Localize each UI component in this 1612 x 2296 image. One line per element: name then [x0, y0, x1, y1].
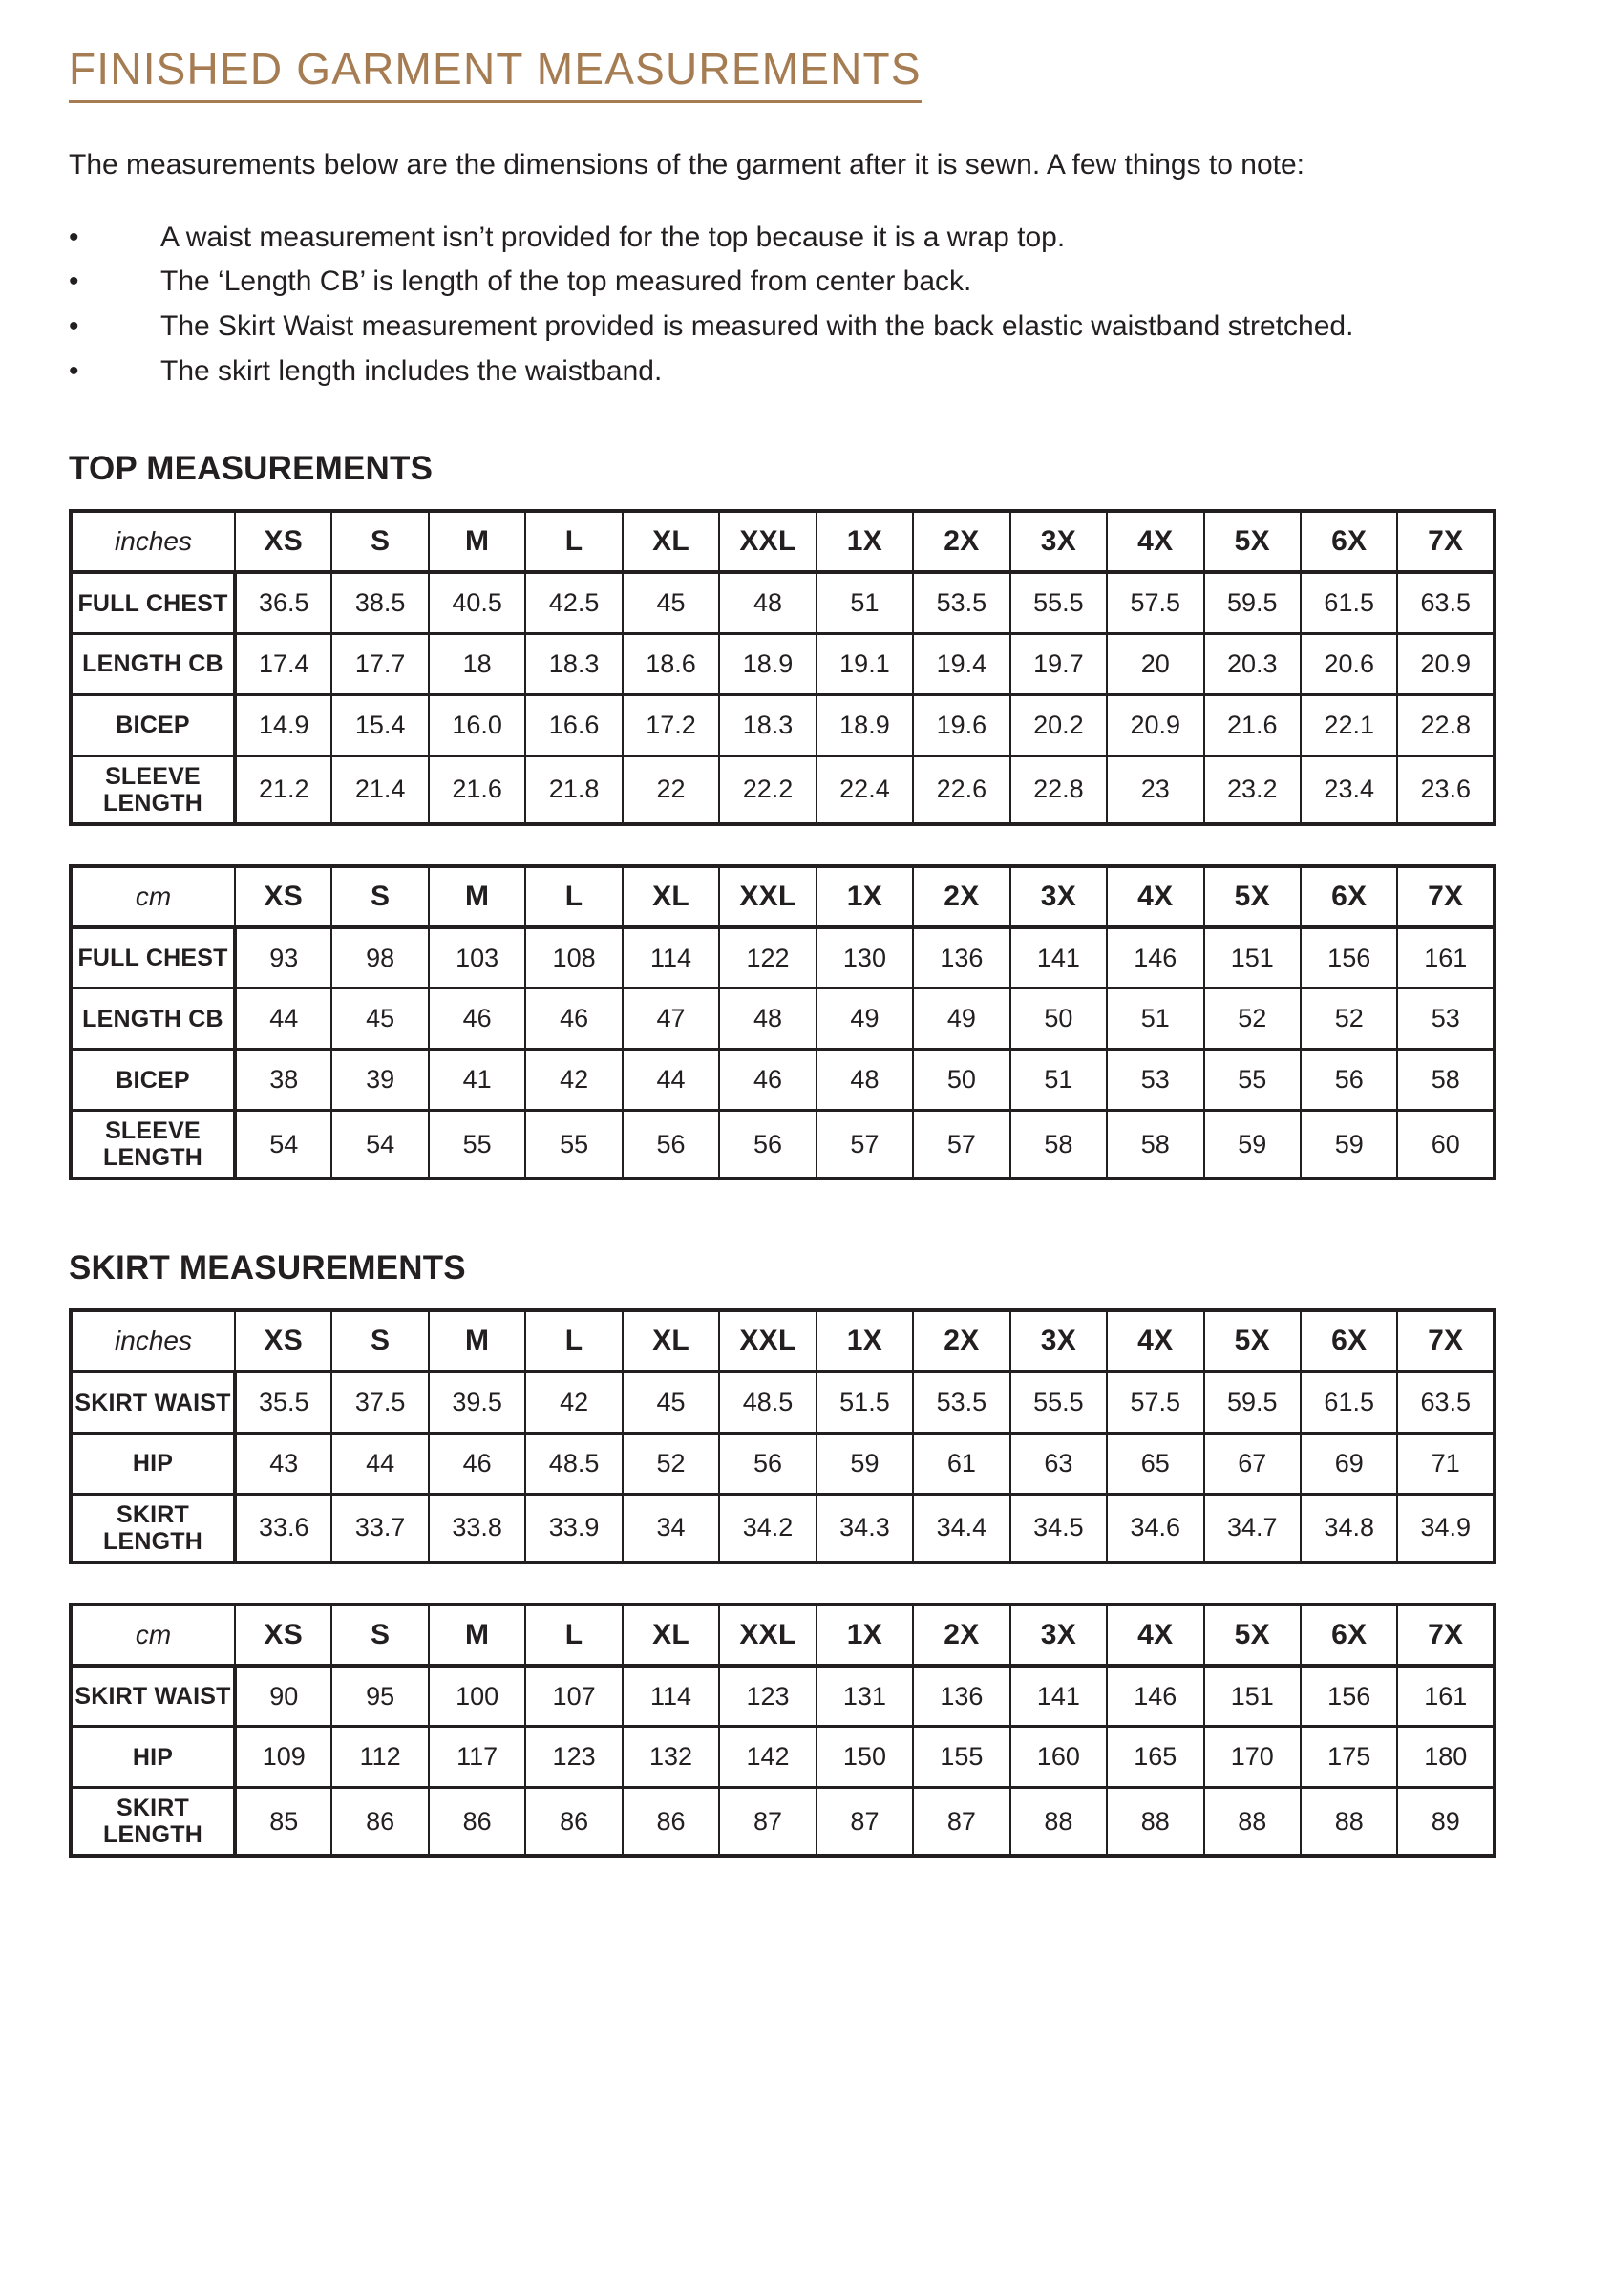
unit-label: inches	[71, 1310, 235, 1371]
measurement-cell: 23.4	[1301, 755, 1397, 824]
measurement-cell: 19.7	[1010, 633, 1107, 694]
table-row	[71, 694, 1495, 755]
measurement-cell: 19.6	[913, 694, 1009, 755]
measurement-cell: 19.1	[817, 633, 913, 694]
measurement-cell: 44	[331, 1433, 428, 1494]
measurement-cell: 33.8	[429, 1494, 525, 1563]
column-header-size: 1X	[817, 866, 913, 927]
table-skirt-inches	[69, 1308, 1496, 1564]
table-row	[71, 633, 1495, 694]
measurement-cell: 86	[525, 1788, 622, 1857]
column-header-size: L	[525, 1605, 622, 1666]
measurement-cell: 34.8	[1301, 1494, 1397, 1563]
measurement-cell: 34.7	[1204, 1494, 1301, 1563]
column-header-size: 6X	[1301, 1605, 1397, 1666]
measurement-cell: 48.5	[525, 1433, 622, 1494]
measurement-cell: 22.2	[719, 755, 816, 824]
row-label: SLEEVE LENGTH	[71, 755, 235, 824]
measurement-cell: 34.5	[1010, 1494, 1107, 1563]
column-header-size: 1X	[817, 511, 913, 572]
measurement-cell: 103	[429, 927, 525, 989]
measurement-cell: 21.8	[525, 755, 622, 824]
measurement-cell: 41	[429, 1050, 525, 1111]
measurement-cell: 38.5	[331, 572, 428, 633]
row-label: SKIRT WAIST	[71, 1666, 235, 1727]
measurement-cell: 136	[913, 927, 1009, 989]
measurement-cell: 59	[817, 1433, 913, 1494]
table-row	[71, 1433, 1495, 1494]
row-label: HIP	[71, 1727, 235, 1788]
measurement-cell: 151	[1204, 927, 1301, 989]
measurement-cell: 51	[1107, 989, 1203, 1050]
measurement-cell: 53.5	[913, 1371, 1009, 1433]
measurement-cell: 165	[1107, 1727, 1203, 1788]
column-header-size: L	[525, 1310, 622, 1371]
column-header-size: XS	[235, 1605, 331, 1666]
measurement-cell: 18.9	[817, 694, 913, 755]
measurement-cell: 86	[623, 1788, 719, 1857]
column-header-size: 4X	[1107, 511, 1203, 572]
column-header-size: L	[525, 866, 622, 927]
measurement-cell: 45	[623, 1371, 719, 1433]
bullet-icon: •	[69, 221, 79, 253]
measurement-cell: 123	[719, 1666, 816, 1727]
measurement-cell: 15.4	[331, 694, 428, 755]
measurement-cell: 53	[1107, 1050, 1203, 1111]
measurement-cell: 63.5	[1397, 572, 1495, 633]
column-header-size: S	[331, 1605, 428, 1666]
measurement-cell: 180	[1397, 1727, 1495, 1788]
row-label: SKIRT LENGTH	[71, 1788, 235, 1857]
table-header-row	[71, 511, 1495, 572]
measurement-cell: 45	[623, 572, 719, 633]
page-title: FINISHED GARMENT MEASUREMENTS	[69, 46, 922, 103]
row-label: SKIRT LENGTH	[71, 1494, 235, 1563]
measurement-cell: 141	[1010, 1666, 1107, 1727]
measurement-cell: 51.5	[817, 1371, 913, 1433]
measurement-cell: 130	[817, 927, 913, 989]
measurement-cell: 22.8	[1010, 755, 1107, 824]
table-row	[71, 927, 1495, 989]
table-skirt-cm	[69, 1603, 1496, 1859]
measurement-cell: 156	[1301, 927, 1397, 989]
column-header-size: 4X	[1107, 1605, 1203, 1666]
notes-bullet-list	[69, 216, 1555, 393]
column-header-size: XXL	[719, 866, 816, 927]
measurement-cell: 18.3	[525, 633, 622, 694]
list-item-text: The skirt length includes the waistband.	[160, 354, 663, 387]
table-top-inches	[69, 509, 1496, 826]
measurement-cell: 55.5	[1010, 572, 1107, 633]
measurement-cell: 132	[623, 1727, 719, 1788]
measurement-cell: 87	[817, 1788, 913, 1857]
measurement-cell: 108	[525, 927, 622, 989]
measurement-cell: 55	[1204, 1050, 1301, 1111]
table-row	[71, 1727, 1495, 1788]
measurement-cell: 36.5	[235, 572, 331, 633]
measurement-cell: 46	[719, 1050, 816, 1111]
measurement-cell: 109	[235, 1727, 331, 1788]
row-label: FULL CHEST	[71, 927, 235, 989]
measurement-cell: 34.4	[913, 1494, 1009, 1563]
measurement-cell: 21.2	[235, 755, 331, 824]
column-header-size: 2X	[913, 1605, 1009, 1666]
measurement-cell: 22.1	[1301, 694, 1397, 755]
measurement-cell: 112	[331, 1727, 428, 1788]
column-header-size: 7X	[1397, 511, 1495, 572]
measurement-cell: 87	[719, 1788, 816, 1857]
column-header-size: S	[331, 866, 428, 927]
measurement-cell: 22	[623, 755, 719, 824]
measurement-cell: 55	[429, 1111, 525, 1180]
column-header-size: 3X	[1010, 1310, 1107, 1371]
measurement-cell: 161	[1397, 927, 1495, 989]
measurement-cell: 34	[623, 1494, 719, 1563]
measurement-cell: 40.5	[429, 572, 525, 633]
measurement-cell: 88	[1107, 1788, 1203, 1857]
measurement-cell: 34.2	[719, 1494, 816, 1563]
measurement-cell: 88	[1010, 1788, 1107, 1857]
measurement-cell: 38	[235, 1050, 331, 1111]
measurement-cell: 18	[429, 633, 525, 694]
list-item	[69, 305, 1555, 349]
measurement-cell: 34.9	[1397, 1494, 1495, 1563]
measurement-cell: 107	[525, 1666, 622, 1727]
column-header-size: 3X	[1010, 866, 1107, 927]
measurement-cell: 95	[331, 1666, 428, 1727]
intro-paragraph: The measurements below are the dimensions of the garment after it is sewn. A few things to note:	[69, 149, 1305, 181]
measurement-cell: 50	[1010, 989, 1107, 1050]
measurement-cell: 88	[1301, 1788, 1397, 1857]
measurement-cell: 61.5	[1301, 572, 1397, 633]
column-header-size: 4X	[1107, 866, 1203, 927]
column-header-size: XS	[235, 866, 331, 927]
measurement-cell: 142	[719, 1727, 816, 1788]
measurement-cell: 51	[1010, 1050, 1107, 1111]
table-row	[71, 1788, 1495, 1857]
table-row	[71, 1371, 1495, 1433]
measurement-cell: 14.9	[235, 694, 331, 755]
bullet-icon: •	[69, 266, 79, 298]
measurement-cell: 17.2	[623, 694, 719, 755]
list-item-text: The ‘Length CB’ is length of the top measured from center back.	[160, 266, 972, 298]
measurement-cell: 59.5	[1204, 1371, 1301, 1433]
measurement-cell: 49	[817, 989, 913, 1050]
column-header-size: 7X	[1397, 1605, 1495, 1666]
measurement-cell: 39	[331, 1050, 428, 1111]
measurement-cell: 89	[1397, 1788, 1495, 1857]
measurement-cell: 150	[817, 1727, 913, 1788]
measurement-cell: 55.5	[1010, 1371, 1107, 1433]
table-row	[71, 1666, 1495, 1727]
column-header-size: 4X	[1107, 1310, 1203, 1371]
measurement-cell: 33.7	[331, 1494, 428, 1563]
measurement-cell: 20.9	[1397, 633, 1495, 694]
measurement-cell: 18.6	[623, 633, 719, 694]
measurement-cell: 23.2	[1204, 755, 1301, 824]
measurement-cell: 52	[623, 1433, 719, 1494]
measurement-cell: 93	[235, 927, 331, 989]
measurement-cell: 42	[525, 1050, 622, 1111]
measurement-cell: 18.9	[719, 633, 816, 694]
measurement-cell: 100	[429, 1666, 525, 1727]
bullet-icon: •	[69, 354, 79, 387]
measurement-cell: 88	[1204, 1788, 1301, 1857]
measurement-cell: 170	[1204, 1727, 1301, 1788]
measurement-cell: 52	[1204, 989, 1301, 1050]
measurement-cell: 155	[913, 1727, 1009, 1788]
measurement-cell: 46	[429, 989, 525, 1050]
measurement-cell: 21.6	[1204, 694, 1301, 755]
column-header-size: 6X	[1301, 511, 1397, 572]
measurement-cell: 48	[719, 989, 816, 1050]
column-header-size: 5X	[1204, 866, 1301, 927]
measurement-cell: 56	[719, 1433, 816, 1494]
measurement-cell: 52	[1301, 989, 1397, 1050]
measurement-cell: 87	[913, 1788, 1009, 1857]
measurement-cell: 175	[1301, 1727, 1397, 1788]
column-header-size: S	[331, 1310, 428, 1371]
row-label: LENGTH CB	[71, 633, 235, 694]
column-header-size: M	[429, 866, 525, 927]
measurement-cell: 50	[913, 1050, 1009, 1111]
measurement-cell: 117	[429, 1727, 525, 1788]
column-header-size: M	[429, 1310, 525, 1371]
measurement-cell: 43	[235, 1433, 331, 1494]
column-header-size: XXL	[719, 1605, 816, 1666]
measurement-cell: 45	[331, 989, 428, 1050]
measurement-cell: 20.6	[1301, 633, 1397, 694]
column-header-size: 1X	[817, 1310, 913, 1371]
list-item-text: The Skirt Waist measurement provided is measured with the back elastic waistband stretched.	[160, 310, 1354, 343]
column-header-size: 6X	[1301, 1310, 1397, 1371]
column-header-size: M	[429, 1605, 525, 1666]
measurement-cell: 17.7	[331, 633, 428, 694]
measurement-cell: 57	[817, 1111, 913, 1180]
table-row	[71, 755, 1495, 824]
measurement-cell: 22.4	[817, 755, 913, 824]
bullet-icon: •	[69, 310, 79, 343]
measurement-cell: 98	[331, 927, 428, 989]
row-label: SLEEVE LENGTH	[71, 1111, 235, 1180]
measurement-cell: 42.5	[525, 572, 622, 633]
measurement-cell: 114	[623, 927, 719, 989]
section-heading-top: TOP MEASUREMENTS	[69, 450, 434, 488]
measurement-cell: 160	[1010, 1727, 1107, 1788]
measurement-cell: 131	[817, 1666, 913, 1727]
measurement-cell: 122	[719, 927, 816, 989]
measurement-cell: 20.9	[1107, 694, 1203, 755]
column-header-size: 5X	[1204, 1310, 1301, 1371]
column-header-size: 3X	[1010, 1605, 1107, 1666]
measurement-cell: 17.4	[235, 633, 331, 694]
measurement-cell: 16.0	[429, 694, 525, 755]
measurement-cell: 22.8	[1397, 694, 1495, 755]
measurement-cell: 65	[1107, 1433, 1203, 1494]
measurement-cell: 48.5	[719, 1371, 816, 1433]
measurement-cell: 63.5	[1397, 1371, 1495, 1433]
column-header-size: XL	[623, 1605, 719, 1666]
column-header-size: XXL	[719, 1310, 816, 1371]
column-header-size: XL	[623, 866, 719, 927]
measurement-cell: 23	[1107, 755, 1203, 824]
column-header-size: L	[525, 511, 622, 572]
measurement-cell: 22.6	[913, 755, 1009, 824]
measurement-cell: 86	[429, 1788, 525, 1857]
measurement-cell: 59	[1204, 1111, 1301, 1180]
row-label: BICEP	[71, 694, 235, 755]
measurement-cell: 69	[1301, 1433, 1397, 1494]
list-item	[69, 260, 1555, 304]
measurement-cell: 49	[913, 989, 1009, 1050]
table-spacer	[69, 826, 1555, 864]
column-header-size: 2X	[913, 866, 1009, 927]
measurement-cell: 34.3	[817, 1494, 913, 1563]
measurement-cell: 42	[525, 1371, 622, 1433]
measurement-cell: 21.6	[429, 755, 525, 824]
measurement-cell: 53.5	[913, 572, 1009, 633]
measurement-cell: 161	[1397, 1666, 1495, 1727]
measurement-cell: 71	[1397, 1433, 1495, 1494]
table-row	[71, 989, 1495, 1050]
measurement-cell: 56	[719, 1111, 816, 1180]
column-header-size: 2X	[913, 511, 1009, 572]
measurement-cell: 56	[1301, 1050, 1397, 1111]
measurement-cell: 44	[623, 1050, 719, 1111]
measurement-cell: 46	[429, 1433, 525, 1494]
measurement-cell: 114	[623, 1666, 719, 1727]
measurement-cell: 60	[1397, 1111, 1495, 1180]
measurement-cell: 63	[1010, 1433, 1107, 1494]
measurement-cell: 37.5	[331, 1371, 428, 1433]
measurement-cell: 57	[913, 1111, 1009, 1180]
measurement-cell: 85	[235, 1788, 331, 1857]
measurement-cell: 39.5	[429, 1371, 525, 1433]
row-label: SKIRT WAIST	[71, 1371, 235, 1433]
measurement-cell: 58	[1010, 1111, 1107, 1180]
column-header-size: S	[331, 511, 428, 572]
measurement-cell: 57.5	[1107, 1371, 1203, 1433]
measurement-cell: 33.9	[525, 1494, 622, 1563]
measurement-cell: 23.6	[1397, 755, 1495, 824]
measurement-cell: 58	[1107, 1111, 1203, 1180]
measurement-cell: 146	[1107, 1666, 1203, 1727]
measurement-cell: 86	[331, 1788, 428, 1857]
measurement-cell: 55	[525, 1111, 622, 1180]
list-item	[69, 216, 1555, 260]
table-header-row	[71, 1310, 1495, 1371]
measurement-cell: 156	[1301, 1666, 1397, 1727]
measurement-cell: 19.4	[913, 633, 1009, 694]
measurement-cell: 46	[525, 989, 622, 1050]
column-header-size: XS	[235, 511, 331, 572]
measurement-cell: 48	[719, 572, 816, 633]
measurement-cell: 48	[817, 1050, 913, 1111]
row-label: HIP	[71, 1433, 235, 1494]
column-header-size: 2X	[913, 1310, 1009, 1371]
table-row	[71, 572, 1495, 633]
unit-label: cm	[71, 1605, 235, 1666]
measurement-cell: 20.2	[1010, 694, 1107, 755]
measurement-cell: 54	[331, 1111, 428, 1180]
row-label: BICEP	[71, 1050, 235, 1111]
unit-label: inches	[71, 511, 235, 572]
table-row	[71, 1494, 1495, 1563]
column-header-size: XL	[623, 1310, 719, 1371]
measurement-cell: 47	[623, 989, 719, 1050]
measurement-cell: 21.4	[331, 755, 428, 824]
column-header-size: XS	[235, 1310, 331, 1371]
measurement-cell: 54	[235, 1111, 331, 1180]
section-heading-skirt: SKIRT MEASUREMENTS	[69, 1249, 466, 1287]
measurement-cell: 20.3	[1204, 633, 1301, 694]
column-header-size: 6X	[1301, 866, 1397, 927]
measurement-cell: 123	[525, 1727, 622, 1788]
table-top-cm	[69, 864, 1496, 1181]
measurement-cell: 58	[1397, 1050, 1495, 1111]
measurement-cell: 34.6	[1107, 1494, 1203, 1563]
measurement-cell: 44	[235, 989, 331, 1050]
table-header-row	[71, 1605, 1495, 1666]
measurement-cell: 59	[1301, 1111, 1397, 1180]
column-header-size: XXL	[719, 511, 816, 572]
column-header-size: 5X	[1204, 511, 1301, 572]
measurement-cell: 59.5	[1204, 572, 1301, 633]
measurement-cell: 141	[1010, 927, 1107, 989]
measurement-cell: 33.6	[235, 1494, 331, 1563]
measurement-cell: 61.5	[1301, 1371, 1397, 1433]
measurement-cell: 51	[817, 572, 913, 633]
table-row	[71, 1111, 1495, 1180]
row-label: LENGTH CB	[71, 989, 235, 1050]
measurement-cell: 90	[235, 1666, 331, 1727]
column-header-size: 1X	[817, 1605, 913, 1666]
table-spacer	[69, 1564, 1555, 1603]
measurement-cell: 67	[1204, 1433, 1301, 1494]
measurement-cell: 16.6	[525, 694, 622, 755]
measurement-cell: 136	[913, 1666, 1009, 1727]
list-item-text: A waist measurement isn’t provided for the top because it is a wrap top.	[160, 221, 1066, 253]
column-header-size: 5X	[1204, 1605, 1301, 1666]
column-header-size: 3X	[1010, 511, 1107, 572]
measurement-cell: 18.3	[719, 694, 816, 755]
column-header-size: M	[429, 511, 525, 572]
column-header-size: XL	[623, 511, 719, 572]
measurement-cell: 20	[1107, 633, 1203, 694]
measurement-cell: 53	[1397, 989, 1495, 1050]
row-label: FULL CHEST	[71, 572, 235, 633]
measurement-cell: 146	[1107, 927, 1203, 989]
measurement-cell: 35.5	[235, 1371, 331, 1433]
table-row	[71, 1050, 1495, 1111]
measurement-cell: 151	[1204, 1666, 1301, 1727]
unit-label: cm	[71, 866, 235, 927]
measurement-cell: 61	[913, 1433, 1009, 1494]
measurement-cell: 56	[623, 1111, 719, 1180]
measurement-cell: 57.5	[1107, 572, 1203, 633]
column-header-size: 7X	[1397, 1310, 1495, 1371]
list-item	[69, 350, 1555, 393]
table-header-row	[71, 866, 1495, 927]
column-header-size: 7X	[1397, 866, 1495, 927]
